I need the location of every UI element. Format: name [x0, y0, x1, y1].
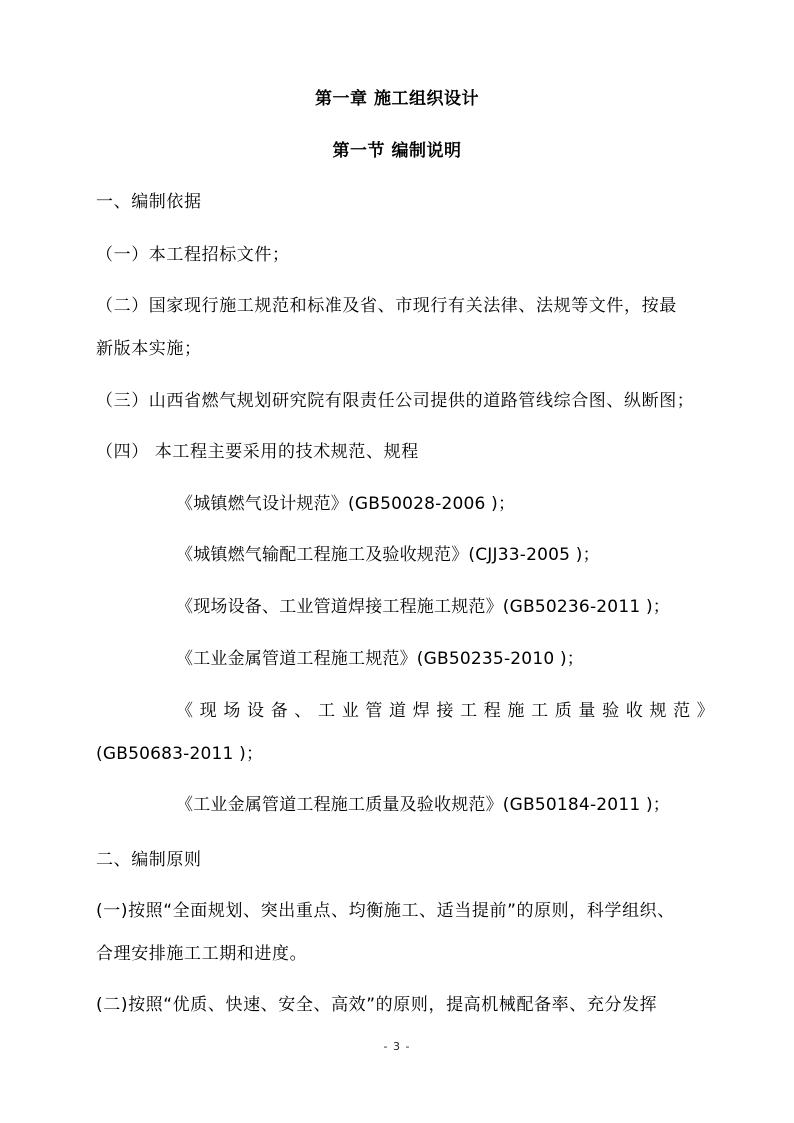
section-title: 第一节 编制说明: [332, 141, 462, 161]
standard-item: 《现场设备、工业管道焊接工程施工规范》(GB50236-2011 )；: [176, 597, 670, 617]
standard-item: 《工业金属管道工程施工规范》(GB50235-2010 )；: [176, 649, 584, 669]
heading-basis: 一、编制依据: [96, 192, 202, 212]
standard-item: 《城镇燃气设计规范》(GB50028-2006 )；: [176, 494, 516, 514]
chapter-title: 第一章 施工组织设计: [315, 89, 479, 109]
standard-item: 《工业金属管道工程施工质量及验收规范》(GB50184-2011 )；: [176, 795, 670, 815]
basis-item-2-line-1: （二）国家现行施工规范和标准及省、市现行有关法律、法规等文件，按最: [96, 296, 677, 316]
principle-item-1-line-1: (一)按照“全面规划、突出重点、均衡施工、适当提前”的原则，科学组织、: [96, 901, 675, 921]
basis-item-3: （三）山西省燃气规划研究院有限责任公司提供的道路管线综合图、纵断图；: [96, 391, 695, 411]
basis-item-2-line-2: 新版本实施；: [96, 339, 202, 359]
heading-principles: 二、编制原则: [96, 850, 202, 870]
standard-item: 《现场设备、工业管道焊接工程施工质量验收规范》: [176, 701, 714, 721]
page-number: - 3 -: [383, 1040, 411, 1053]
basis-item-4: （四） 本工程主要采用的技术规范、规程: [96, 442, 419, 462]
standard-item: 《城镇燃气输配工程施工及验收规范》(CJJ33-2005 )；: [176, 545, 600, 565]
basis-item-1: （一）本工程招标文件；: [96, 245, 290, 265]
standard-item-continued: (GB50683-2011 )；: [96, 744, 264, 764]
principle-item-1-line-2: 合理安排施工工期和进度。: [96, 944, 308, 964]
principle-item-2-line-1: (二)按照“优质、快速、安全、高效”的原则，提高机械配备率、充分发挥: [96, 995, 658, 1015]
